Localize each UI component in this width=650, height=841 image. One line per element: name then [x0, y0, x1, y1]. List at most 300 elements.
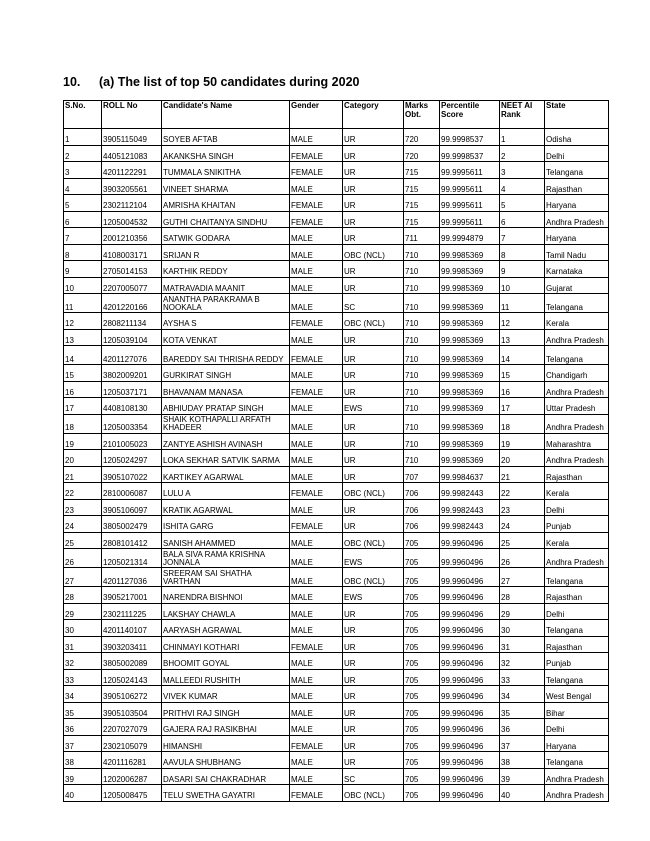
- cell-sno: 15: [64, 365, 102, 382]
- cell-percentile: 99.9982443: [440, 483, 500, 500]
- cell-percentile: 99.9960496: [440, 686, 500, 703]
- cell-marks: 706: [404, 499, 440, 516]
- header-marks: Marks Obt.: [404, 101, 440, 129]
- cell-percentile: 99.9985369: [440, 294, 500, 313]
- cell-rank: 1: [500, 129, 545, 146]
- cell-gender: FEMALE: [290, 313, 343, 330]
- table-header-row: [64, 101, 609, 129]
- cell-category: UR: [343, 752, 404, 769]
- table-row: [64, 568, 609, 587]
- cell-state: Andhra Pradesh: [545, 381, 609, 398]
- cell-gender: MALE: [290, 752, 343, 769]
- cell-marks: 715: [404, 162, 440, 179]
- cell-sno: 23: [64, 499, 102, 516]
- cell-name: ISHITA GARG: [162, 516, 290, 533]
- cell-state: Andhra Pradesh: [545, 211, 609, 228]
- cell-gender: MALE: [290, 244, 343, 261]
- cell-name: AMRISHA KHAITAN: [162, 195, 290, 212]
- table-row: [64, 587, 609, 604]
- cell-rank: 30: [500, 620, 545, 637]
- table-row: [64, 603, 609, 620]
- cell-percentile: 99.9985369: [440, 313, 500, 330]
- cell-state: Telangana: [545, 294, 609, 313]
- cell-gender: MALE: [290, 450, 343, 467]
- cell-sno: 9: [64, 261, 102, 278]
- cell-gender: MALE: [290, 603, 343, 620]
- cell-state: Kerala: [545, 532, 609, 549]
- cell-state: Punjab: [545, 516, 609, 533]
- table-row: [64, 499, 609, 516]
- cell-rank: 21: [500, 466, 545, 483]
- cell-roll: 1202006287: [102, 768, 162, 785]
- table-row: [64, 450, 609, 467]
- cell-roll: 3905217001: [102, 587, 162, 604]
- cell-name: DASARI SAI CHAKRADHAR: [162, 768, 290, 785]
- table-row: [64, 414, 609, 433]
- cell-category: UR: [343, 499, 404, 516]
- table-row: [64, 719, 609, 736]
- cell-rank: 14: [500, 346, 545, 365]
- cell-state: Telangana: [545, 752, 609, 769]
- cell-sno: 27: [64, 568, 102, 587]
- table-row: [64, 752, 609, 769]
- cell-gender: MALE: [290, 702, 343, 719]
- cell-marks: 705: [404, 549, 440, 568]
- cell-roll: 2302112104: [102, 195, 162, 212]
- cell-category: UR: [343, 277, 404, 294]
- cell-rank: 33: [500, 669, 545, 686]
- cell-sno: 1: [64, 129, 102, 146]
- cell-name: SRIJAN R: [162, 244, 290, 261]
- cell-rank: 8: [500, 244, 545, 261]
- cell-marks: 706: [404, 516, 440, 533]
- table-row: [64, 129, 609, 146]
- table-row: [64, 228, 609, 245]
- cell-category: UR: [343, 162, 404, 179]
- candidates-table: [63, 100, 609, 802]
- cell-marks: 705: [404, 768, 440, 785]
- cell-name: KARTHIK REDDY: [162, 261, 290, 278]
- cell-percentile: 99.9960496: [440, 669, 500, 686]
- table-row: [64, 785, 609, 802]
- cell-marks: 715: [404, 211, 440, 228]
- cell-state: Haryana: [545, 735, 609, 752]
- cell-roll: 3905106272: [102, 686, 162, 703]
- cell-percentile: 99.9985369: [440, 398, 500, 415]
- cell-sno: 34: [64, 686, 102, 703]
- cell-roll: 4201127076: [102, 346, 162, 365]
- cell-sno: 30: [64, 620, 102, 637]
- cell-category: SC: [343, 294, 404, 313]
- cell-name: KARTIKEY AGARWAL: [162, 466, 290, 483]
- table-row: [64, 365, 609, 382]
- cell-percentile: 99.9985369: [440, 277, 500, 294]
- cell-percentile: 99.9985369: [440, 414, 500, 433]
- cell-category: OBC (NCL): [343, 568, 404, 587]
- cell-marks: 705: [404, 735, 440, 752]
- cell-marks: 715: [404, 178, 440, 195]
- table-row: [64, 277, 609, 294]
- cell-roll: 3805002479: [102, 516, 162, 533]
- cell-rank: 34: [500, 686, 545, 703]
- cell-marks: 720: [404, 129, 440, 146]
- cell-gender: FEMALE: [290, 785, 343, 802]
- cell-roll: 1205024143: [102, 669, 162, 686]
- cell-marks: 710: [404, 329, 440, 346]
- cell-state: Andhra Pradesh: [545, 414, 609, 433]
- cell-state: Karnataka: [545, 261, 609, 278]
- table-row: [64, 516, 609, 533]
- cell-rank: 16: [500, 381, 545, 398]
- cell-name: BHOOMIT GOYAL: [162, 653, 290, 670]
- cell-gender: FEMALE: [290, 162, 343, 179]
- cell-state: Telangana: [545, 620, 609, 637]
- cell-roll: 3905107022: [102, 466, 162, 483]
- cell-rank: 29: [500, 603, 545, 620]
- cell-percentile: 99.9960496: [440, 568, 500, 587]
- cell-roll: 2101005023: [102, 433, 162, 450]
- table-row: [64, 329, 609, 346]
- cell-marks: 705: [404, 587, 440, 604]
- cell-percentile: 99.9960496: [440, 719, 500, 736]
- cell-rank: 26: [500, 549, 545, 568]
- cell-roll: 1205008475: [102, 785, 162, 802]
- cell-sno: 24: [64, 516, 102, 533]
- cell-marks: 715: [404, 195, 440, 212]
- table-row: [64, 653, 609, 670]
- cell-roll: 3905106097: [102, 499, 162, 516]
- cell-marks: 710: [404, 313, 440, 330]
- cell-state: Odisha: [545, 129, 609, 146]
- cell-name: SANISH AHAMMED: [162, 532, 290, 549]
- cell-marks: 710: [404, 433, 440, 450]
- cell-state: West Bengal: [545, 686, 609, 703]
- table-row: [64, 145, 609, 162]
- cell-marks: 710: [404, 365, 440, 382]
- cell-sno: 5: [64, 195, 102, 212]
- cell-rank: 35: [500, 702, 545, 719]
- cell-category: UR: [343, 329, 404, 346]
- header-name: Candidate's Name: [162, 101, 290, 129]
- cell-state: Rajasthan: [545, 178, 609, 195]
- cell-rank: 36: [500, 719, 545, 736]
- cell-sno: 26: [64, 549, 102, 568]
- cell-percentile: 99.9960496: [440, 768, 500, 785]
- cell-category: UR: [343, 466, 404, 483]
- cell-state: Andhra Pradesh: [545, 450, 609, 467]
- cell-marks: 705: [404, 686, 440, 703]
- cell-rank: 39: [500, 768, 545, 785]
- cell-name: MALLEEDI RUSHITH: [162, 669, 290, 686]
- cell-sno: 20: [64, 450, 102, 467]
- cell-roll: 3905115049: [102, 129, 162, 146]
- table-row: [64, 381, 609, 398]
- cell-gender: MALE: [290, 587, 343, 604]
- cell-roll: 1205021314: [102, 549, 162, 568]
- cell-state: Haryana: [545, 228, 609, 245]
- cell-gender: MALE: [290, 532, 343, 549]
- cell-roll: 1205039104: [102, 329, 162, 346]
- cell-name: LOKA SEKHAR SATVIK SARMA: [162, 450, 290, 467]
- table-row: [64, 346, 609, 365]
- cell-roll: 2302105079: [102, 735, 162, 752]
- cell-sno: 21: [64, 466, 102, 483]
- cell-sno: 3: [64, 162, 102, 179]
- cell-roll: 3903205561: [102, 178, 162, 195]
- cell-percentile: 99.9985369: [440, 346, 500, 365]
- table-row: [64, 620, 609, 637]
- cell-sno: 33: [64, 669, 102, 686]
- cell-percentile: 99.9960496: [440, 785, 500, 802]
- cell-marks: 710: [404, 294, 440, 313]
- table-row: [64, 735, 609, 752]
- cell-category: UR: [343, 228, 404, 245]
- cell-percentile: 99.9985369: [440, 381, 500, 398]
- cell-sno: 14: [64, 346, 102, 365]
- cell-percentile: 99.9994879: [440, 228, 500, 245]
- cell-rank: 11: [500, 294, 545, 313]
- cell-sno: 7: [64, 228, 102, 245]
- cell-state: Rajasthan: [545, 636, 609, 653]
- cell-state: Delhi: [545, 499, 609, 516]
- cell-name: ABHIUDAY PRATAP SINGH: [162, 398, 290, 415]
- cell-percentile: 99.9960496: [440, 549, 500, 568]
- cell-rank: 5: [500, 195, 545, 212]
- cell-gender: MALE: [290, 768, 343, 785]
- section-number: 10.: [63, 75, 81, 89]
- cell-category: UR: [343, 669, 404, 686]
- header-category: Category: [343, 101, 404, 129]
- cell-name: AARYASH AGRAWAL: [162, 620, 290, 637]
- cell-gender: MALE: [290, 294, 343, 313]
- cell-rank: 23: [500, 499, 545, 516]
- cell-marks: 710: [404, 414, 440, 433]
- cell-percentile: 99.9998537: [440, 145, 500, 162]
- cell-percentile: 99.9960496: [440, 735, 500, 752]
- cell-roll: 2207005077: [102, 277, 162, 294]
- cell-marks: 711: [404, 228, 440, 245]
- cell-sno: 6: [64, 211, 102, 228]
- cell-percentile: 99.9995611: [440, 195, 500, 212]
- table-row: [64, 398, 609, 415]
- cell-name: GURKIRAT SINGH: [162, 365, 290, 382]
- cell-rank: 31: [500, 636, 545, 653]
- table-row: [64, 669, 609, 686]
- cell-rank: 4: [500, 178, 545, 195]
- cell-percentile: 99.9985369: [440, 329, 500, 346]
- cell-rank: 3: [500, 162, 545, 179]
- cell-percentile: 99.9960496: [440, 702, 500, 719]
- table-row: [64, 178, 609, 195]
- cell-rank: 12: [500, 313, 545, 330]
- cell-category: EWS: [343, 587, 404, 604]
- table-body: [64, 129, 609, 802]
- cell-sno: 35: [64, 702, 102, 719]
- cell-sno: 39: [64, 768, 102, 785]
- cell-gender: MALE: [290, 129, 343, 146]
- cell-name: LAKSHAY CHAWLA: [162, 603, 290, 620]
- cell-rank: 18: [500, 414, 545, 433]
- cell-marks: 707: [404, 466, 440, 483]
- cell-marks: 705: [404, 669, 440, 686]
- cell-gender: FEMALE: [290, 145, 343, 162]
- cell-name: BALA SIVA RAMA KRISHNA JONNALA: [162, 549, 290, 568]
- cell-sno: 36: [64, 719, 102, 736]
- cell-gender: FEMALE: [290, 483, 343, 500]
- cell-sno: 40: [64, 785, 102, 802]
- cell-sno: 22: [64, 483, 102, 500]
- cell-name: TELU SWETHA GAYATRI: [162, 785, 290, 802]
- cell-gender: MALE: [290, 329, 343, 346]
- table-row: [64, 466, 609, 483]
- cell-category: UR: [343, 195, 404, 212]
- cell-marks: 710: [404, 346, 440, 365]
- cell-marks: 705: [404, 719, 440, 736]
- cell-gender: MALE: [290, 414, 343, 433]
- cell-rank: 19: [500, 433, 545, 450]
- cell-percentile: 99.9960496: [440, 532, 500, 549]
- cell-gender: MALE: [290, 669, 343, 686]
- cell-state: Andhra Pradesh: [545, 785, 609, 802]
- header-sno: S.No.: [64, 101, 102, 129]
- header-state: State: [545, 101, 609, 129]
- cell-sno: 28: [64, 587, 102, 604]
- table-row: [64, 636, 609, 653]
- cell-gender: MALE: [290, 719, 343, 736]
- cell-rank: 25: [500, 532, 545, 549]
- cell-marks: 705: [404, 620, 440, 637]
- cell-name: SHAIK KOTHAPALLI ARFATH KHADEER: [162, 414, 290, 433]
- cell-sno: 19: [64, 433, 102, 450]
- cell-name: GUTHI CHAITANYA SINDHU: [162, 211, 290, 228]
- cell-marks: 710: [404, 277, 440, 294]
- cell-roll: 3903203411: [102, 636, 162, 653]
- cell-rank: 9: [500, 261, 545, 278]
- cell-sno: 11: [64, 294, 102, 313]
- cell-name: NARENDRA BISHNOI: [162, 587, 290, 604]
- cell-sno: 8: [64, 244, 102, 261]
- cell-gender: MALE: [290, 398, 343, 415]
- cell-gender: MALE: [290, 568, 343, 587]
- table-row: [64, 195, 609, 212]
- cell-sno: 4: [64, 178, 102, 195]
- cell-name: TUMMALA SNIKITHA: [162, 162, 290, 179]
- cell-gender: MALE: [290, 178, 343, 195]
- cell-roll: 1205024297: [102, 450, 162, 467]
- cell-sno: 17: [64, 398, 102, 415]
- cell-marks: 705: [404, 603, 440, 620]
- header-percentile: Percentile Score: [440, 101, 500, 129]
- cell-name: HIMANSHI: [162, 735, 290, 752]
- cell-percentile: 99.9985369: [440, 433, 500, 450]
- cell-roll: 3805002089: [102, 653, 162, 670]
- cell-marks: 710: [404, 398, 440, 415]
- cell-marks: 705: [404, 785, 440, 802]
- cell-state: Tamil Nadu: [545, 244, 609, 261]
- cell-marks: 706: [404, 483, 440, 500]
- cell-rank: 13: [500, 329, 545, 346]
- cell-name: MATRAVADIA MAANIT: [162, 277, 290, 294]
- cell-roll: 3802009201: [102, 365, 162, 382]
- cell-name: AYSHA S: [162, 313, 290, 330]
- cell-rank: 40: [500, 785, 545, 802]
- cell-rank: 24: [500, 516, 545, 533]
- cell-state: Rajasthan: [545, 466, 609, 483]
- cell-marks: 710: [404, 450, 440, 467]
- cell-percentile: 99.9960496: [440, 603, 500, 620]
- cell-category: UR: [343, 365, 404, 382]
- cell-category: SC: [343, 768, 404, 785]
- cell-percentile: 99.9982443: [440, 516, 500, 533]
- cell-state: Bihar: [545, 702, 609, 719]
- cell-category: UR: [343, 603, 404, 620]
- cell-gender: MALE: [290, 365, 343, 382]
- section-title: (a) The list of top 50 candidates during 2020: [99, 75, 360, 89]
- cell-category: UR: [343, 346, 404, 365]
- cell-percentile: 99.9995611: [440, 162, 500, 179]
- cell-state: Telangana: [545, 568, 609, 587]
- cell-roll: 4201220166: [102, 294, 162, 313]
- cell-percentile: 99.9960496: [440, 653, 500, 670]
- cell-gender: MALE: [290, 261, 343, 278]
- cell-name: KRATIK AGARWAL: [162, 499, 290, 516]
- cell-roll: 3905103504: [102, 702, 162, 719]
- cell-name: VINEET SHARMA: [162, 178, 290, 195]
- cell-marks: 705: [404, 702, 440, 719]
- table-row: [64, 244, 609, 261]
- cell-roll: 4408108130: [102, 398, 162, 415]
- cell-state: Maharashtra: [545, 433, 609, 450]
- cell-marks: 710: [404, 244, 440, 261]
- cell-sno: 10: [64, 277, 102, 294]
- cell-state: Telangana: [545, 162, 609, 179]
- cell-roll: 2207027079: [102, 719, 162, 736]
- cell-state: Punjab: [545, 653, 609, 670]
- cell-gender: FEMALE: [290, 516, 343, 533]
- cell-roll: 4201140107: [102, 620, 162, 637]
- cell-gender: FEMALE: [290, 346, 343, 365]
- cell-category: UR: [343, 261, 404, 278]
- cell-category: UR: [343, 516, 404, 533]
- cell-gender: MALE: [290, 277, 343, 294]
- cell-name: AAVULA SHUBHANG: [162, 752, 290, 769]
- cell-category: UR: [343, 129, 404, 146]
- cell-state: Telangana: [545, 669, 609, 686]
- cell-gender: FEMALE: [290, 381, 343, 398]
- cell-category: UR: [343, 653, 404, 670]
- table-row: [64, 686, 609, 703]
- cell-gender: MALE: [290, 228, 343, 245]
- cell-rank: 10: [500, 277, 545, 294]
- cell-category: UR: [343, 702, 404, 719]
- cell-rank: 38: [500, 752, 545, 769]
- cell-category: UR: [343, 735, 404, 752]
- cell-rank: 7: [500, 228, 545, 245]
- cell-rank: 17: [500, 398, 545, 415]
- table-row: [64, 702, 609, 719]
- cell-sno: 37: [64, 735, 102, 752]
- cell-gender: MALE: [290, 466, 343, 483]
- cell-sno: 29: [64, 603, 102, 620]
- cell-sno: 13: [64, 329, 102, 346]
- cell-name: ANANTHA PARAKRAMA B NOOKALA: [162, 294, 290, 313]
- cell-percentile: 99.9960496: [440, 620, 500, 637]
- cell-roll: 4201116281: [102, 752, 162, 769]
- cell-sno: 31: [64, 636, 102, 653]
- cell-state: Delhi: [545, 603, 609, 620]
- cell-roll: 1205037171: [102, 381, 162, 398]
- cell-sno: 25: [64, 532, 102, 549]
